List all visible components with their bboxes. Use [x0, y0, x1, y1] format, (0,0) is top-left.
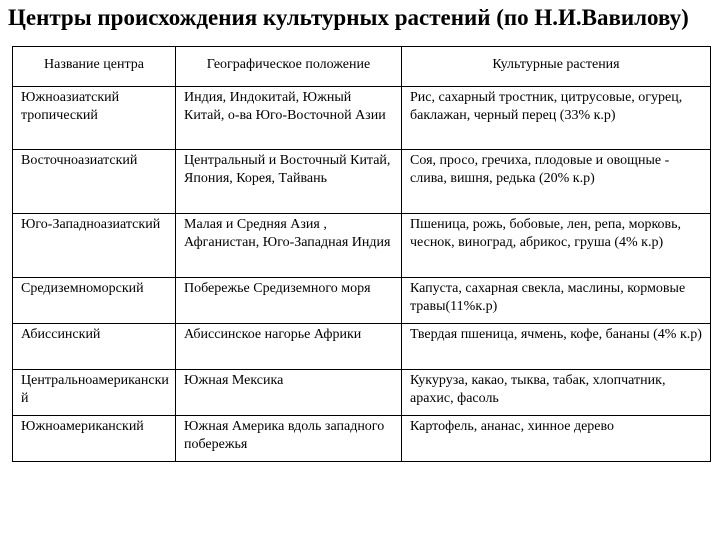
cell-center: Средиземноморский — [13, 278, 176, 324]
table-row — [13, 87, 711, 150]
cell-location: Побережье Средиземного моря — [176, 278, 402, 324]
cell-center: Южноамериканский — [13, 416, 176, 462]
cell-center: Центральноамериканский — [13, 370, 176, 416]
cell-location: Южная Мексика — [176, 370, 402, 416]
cell-plants: Кукуруза, какао, тыква, табак, хлопчатник, арахис, фасоль — [402, 370, 711, 416]
cell-location: Абиссинское нагорье Африки — [176, 324, 402, 370]
cell-location: Южная Америка вдоль западного побережья — [176, 416, 402, 462]
table-row — [13, 214, 711, 278]
cell-location: Малая и Средняя Азия , Афганистан, Юго-Западная Индия — [176, 214, 402, 278]
cell-plants: Картофель, ананас, хинное дерево — [402, 416, 711, 462]
table-header-row — [13, 47, 711, 87]
cell-location: Центральный и Восточный Китай, Япония, Корея, Тайвань — [176, 150, 402, 214]
table-row — [13, 416, 711, 462]
table-row — [13, 324, 711, 370]
header-cultivated-plants: Культурные растения — [402, 47, 711, 87]
cell-center: Южноазиатский тропический — [13, 87, 176, 150]
header-center-name: Название центра — [13, 47, 176, 87]
cell-center: Юго-Западноазиатский — [13, 214, 176, 278]
cell-plants: Капуста, сахарная свекла, маслины, кормовые травы(11%к.р) — [402, 278, 711, 324]
table-row — [13, 278, 711, 324]
cell-plants: Рис, сахарный тростник, цитрусовые, огурец, баклажан, черный перец (33% к.р) — [402, 87, 711, 150]
table-row — [13, 150, 711, 214]
header-geographic-location: Географическое положение — [176, 47, 402, 87]
cell-plants: Пшеница, рожь, бобовые, лен, репа, морковь, чеснок, виноград, абрикос, груша (4% к.р) — [402, 214, 711, 278]
centers-table — [12, 46, 711, 462]
cell-center: Абиссинский — [13, 324, 176, 370]
cell-plants: Соя, просо, гречиха, плодовые и овощные - слива, вишня, редька (20% к.р) — [402, 150, 711, 214]
cell-center: Восточноазиатский — [13, 150, 176, 214]
page-title: Центры происхождения культурных растений (по Н.И.Вавилову) — [8, 5, 689, 30]
table-row — [13, 370, 711, 416]
cell-plants: Твердая пшеница, ячмень, кофе, бананы (4% к.р) — [402, 324, 711, 370]
cell-location: Индия, Индокитай, Южный Китай, о-ва Юго-Восточной Азии — [176, 87, 402, 150]
